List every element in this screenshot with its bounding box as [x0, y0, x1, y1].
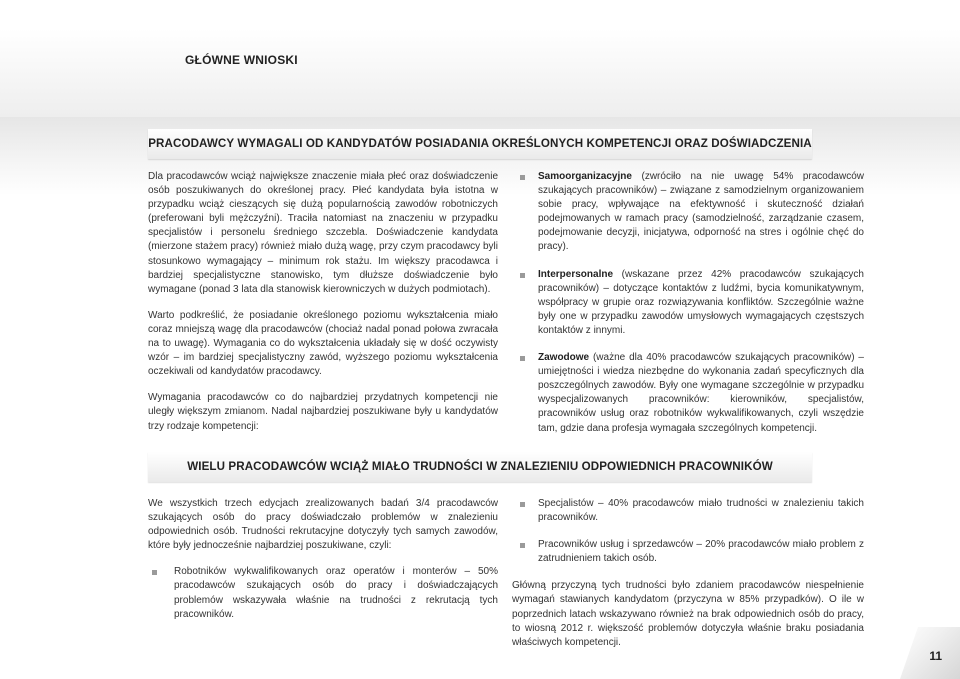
list-item-service-workers [512, 538, 864, 566]
square-bullet-icon [520, 273, 525, 278]
paragraph-gender-experience: Dla pracodawców wciąż największe znaczenie miała płeć oraz doświadczenie osób poszukiwanych do określonej pracy. Płeć kandydata była istotna w przypadku wciąż cieszących się dużą popularnością zawodów robotniczych (preferowani byli mężczyźni). Traciła natomiast na znaczeniu w przypadku specjalistów i personelu średniego szczebla. Doświadczenie kandydata (mierzone stażem pracy) również miało dużą wagę, przy czym pracodawcy byli stosunkowo wymagający – minimum rok stażu. Im większy pracodawca i bardziej specjalistyczne stanowisko, tym dłuższe doświadczenie było wymagane (ponad 3 lata dla stanowisk kierowniczych w dużych podmiotach). [148, 171, 498, 295]
list-item-text: Specjalistów – 40% pracodawców miało trudności w znalezieniu takich pracowników. [538, 498, 864, 524]
section-banner-competencies [148, 129, 812, 159]
header-band [0, 0, 960, 117]
page-title: GŁÓWNE WNIOSKI [185, 53, 298, 67]
competency-term: Zawodowe [538, 352, 590, 364]
recruitment-left-list [148, 565, 498, 621]
paragraph-competencies-intro: Wymagania pracodawców co do najbardziej przydatnych kompetencji nie uległy większym zmianom. Nadal najbardziej poszukiwane były u kandydatów trzy rodzaje kompetencji: [148, 392, 498, 432]
square-bullet-icon [520, 502, 525, 507]
page-number: 11 [929, 649, 942, 663]
recruitment-right-list [512, 497, 864, 566]
square-bullet-icon [520, 175, 525, 180]
list-item-skilled-workers [148, 565, 498, 621]
square-bullet-icon [520, 356, 525, 361]
paragraph-main-cause: Główną przyczyną tych trudności było zdaniem pracodawców niespełnienie wymagań stawianych kandydatom (przyczyna w 85% przypadków). O ile w poprzednich latach wskazywano również na brak odpowiednich osób do pracy, to wiosną 2012 r. większość problemów dotyczyła właśnie braku posiadania właściwych kompetencji. [512, 580, 864, 648]
list-item-professional [512, 351, 864, 436]
recruitment-left-column [148, 497, 498, 635]
competency-term: Samoorganizacyjne [538, 171, 632, 182]
square-bullet-icon [152, 570, 157, 575]
square-bullet-icon [520, 543, 525, 548]
section-title-recruitment: WIELU PRACODAWCÓW WCIĄŻ MIAŁO TRUDNOŚCI W ZNALEZIENIU ODPOWIEDNICH PRACOWNIKÓW [187, 460, 773, 473]
competencies-list [512, 170, 864, 436]
competencies-right-column [512, 170, 864, 449]
paragraph-education: Warto podkreślić, że posiadanie określonego poziomu wykształcenia miało coraz mniejszą wagę dla pracodawców (chociaż nadal ponad połowa zwracała na to uwagę). Wymagania co do wykształcenia układały się w dość oczywisty wzór – im bardziej specjalistyczny zawód, wyższego poziomu wykształcenia oczekiwali od kandydatów pracodawcy. [148, 309, 498, 378]
paragraph-recruitment-intro: We wszystkich trzech edycjach zrealizowanych badań 3/4 pracodawców szukających osób do pracy doświadczało problemów w znalezieniu odpowiednich osób. Trudności rekrutacyjne dotyczyły tych samych zawodów, które były jednocześnie najbardziej poszukiwane, czyli: [148, 498, 498, 552]
competency-term: Interpersonalne [538, 268, 614, 280]
recruitment-right-column [512, 497, 864, 662]
list-item-text: Pracowników usług i sprzedawców – 20% pracodawców miało problem z zatrudnieniem takich osób. [538, 539, 864, 565]
section-title-competencies: PRACODAWCY WYMAGALI OD KANDYDATÓW POSIADANIA OKREŚLONYCH KOMPETENCJI ORAZ DOŚWIADCZENIA [148, 137, 812, 150]
list-item-text: Robotników wykwalifikowanych oraz operatów i monterów – 50% pracodawców szukających osób do pracy i doświadczających problemów wskazywała właśnie na trudności z rekrutacją tych pracowników. [174, 566, 498, 620]
list-item-self-organization [512, 170, 864, 255]
list-item-specialists [512, 497, 864, 525]
competency-description: (wskazane przez 42% pracodawców szukających pracowników) – dotyczące kontaktów z ludźmi, bycia komunikatywnym, współpracy w grupie oraz rozwiązywania konfliktów. Szczególnie ważne były one w przypadku zawodów umysłowych wymagających częstszych kontaktów z innymi. [538, 268, 864, 336]
section-banner-recruitment [148, 452, 812, 482]
list-item-interpersonal [512, 268, 864, 338]
competency-description: (ważne dla 40% pracodawców szukających pracowników) – umiejętności i wiedza niezbędne do wykonania zadań specyficznych dla poszczególnych zawodów. Były one wymagane szczególnie w przypadku wyspecjalizowanych pracowników: kierowników, specjalistów, pracowników usług oraz robotników wykwalifikowanych, czyli wszędzie tam, gdzie dana profesja wymagała szczególnych kompetencji. [538, 352, 864, 434]
competencies-left-column [148, 170, 498, 446]
competency-description: (zwróciło na nie uwagę 54% pracodawców szukających pracowników) – związane z samodzielnym organizowaniem sobie pracy, wpływające na efektywność i skuteczność działań podejmowanych w ramach pracy (samodzielność, zarządzanie czasem, podejmowanie decyzji, inicjatywa, odporność na stres i ogólnie chęć do pracy). [538, 171, 864, 253]
